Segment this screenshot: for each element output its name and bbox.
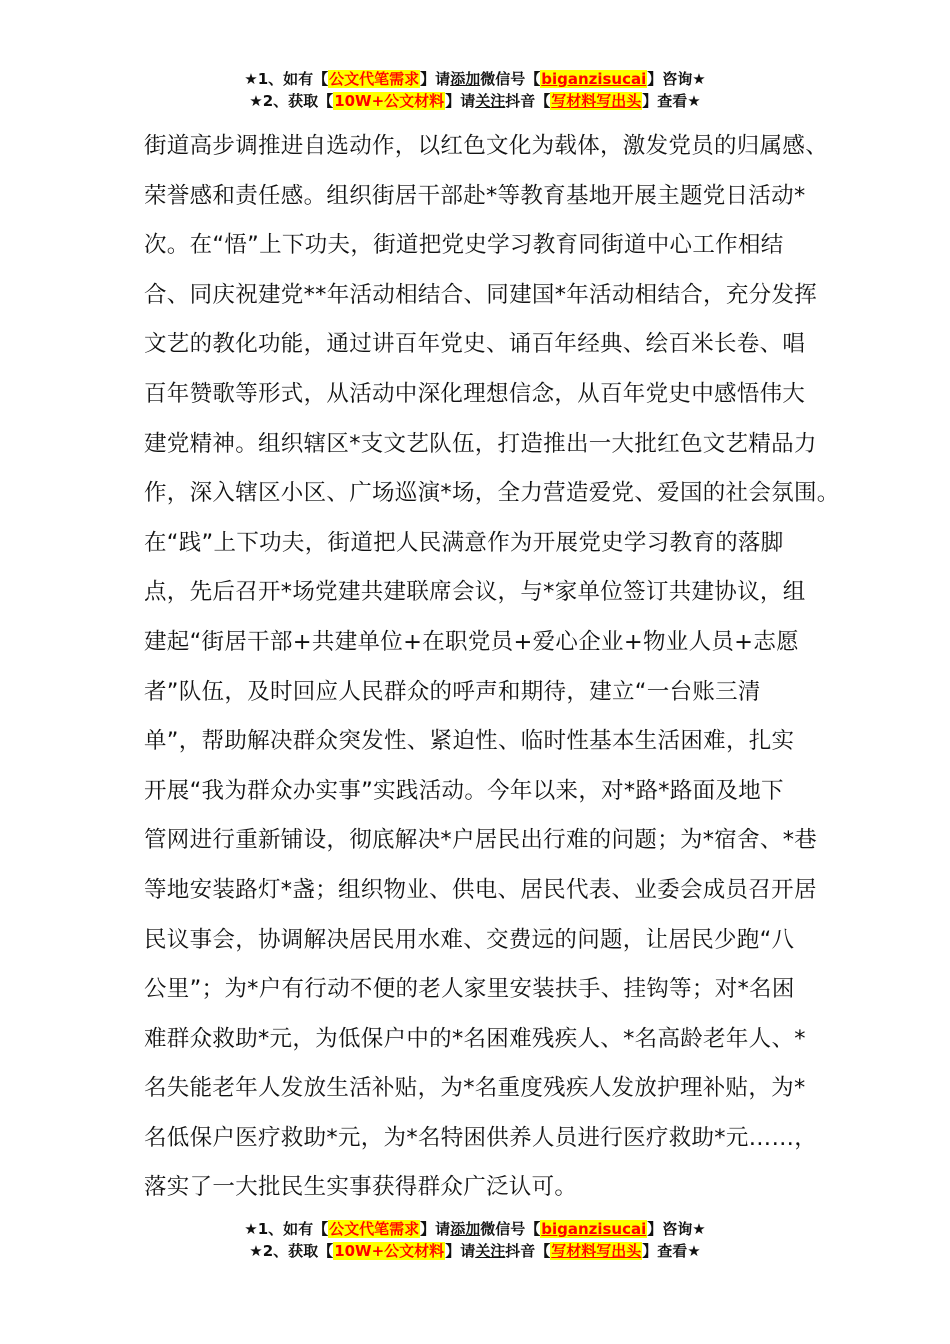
body-text-line: 合、同庆祝建党**年活动相结合、同建国*年活动相结合，充分发挥: [144, 281, 818, 308]
body-text-line: 作，深入辖区小区、广场巡演*场，全力营造爱党、爱国的社会氛围。: [144, 480, 840, 507]
body-text-line: 次。在“悟”上下功夫，街道把党史学习教育同街道中心工作相结: [144, 232, 784, 259]
highlight-materials: 10W+公文材料: [334, 1242, 445, 1260]
body-text-line: 建起“街居干部+共建单位+在职党员+爱心企业+物业人员+志愿: [144, 628, 799, 655]
banner-line-2: ★2、获取【10W+公文材料】请关注抖音【写材料写出头】查看★: [249, 92, 701, 110]
wechat-id-link[interactable]: biganzisucai: [541, 1220, 647, 1238]
body-text-line: 管网进行重新铺设，彻底解决*户居民出行难的问题；为*宿舍、*巷: [144, 827, 818, 854]
banner-line-1: ★1、如有【公文代笔需求】请添加微信号【biganzisucai】咨询★: [244, 1220, 706, 1238]
body-text-line: 单”，帮助解决群众突发性、紧迫性、临时性基本生活困难，扎实: [144, 728, 795, 755]
body-text-line: 者”队伍，及时回应人民群众的呼声和期待，建立“一台账三清: [144, 678, 761, 705]
body-text-line: 名低保户医疗救助*元，为*名特困供养人员进行医疗救助*元……，: [144, 1124, 818, 1151]
header-banner: [0, 68, 950, 112]
douyin-account-link[interactable]: 写材料写出头: [551, 92, 642, 110]
body-text-line: 难群众救助*元，为低保户中的*名困难残疾人、*名高龄老年人、*: [144, 1025, 806, 1052]
highlight-service: 公文代笔需求: [329, 70, 420, 88]
body-text-line: 名失能老年人发放生活补贴，为*名重度残疾人发放护理补贴，为*: [144, 1075, 806, 1102]
body-text-line: 民议事会，协调解决居民用水难、交费远的问题，让居民少跑“八: [144, 926, 795, 953]
wechat-id-link[interactable]: biganzisucai: [541, 70, 647, 88]
body-text-line: 公里”；为*户有行动不便的老人家里安装扶手、挂钩等；对*名困: [144, 976, 795, 1003]
body-text-line: 在“践”上下功夫，街道把人民满意作为开展党史学习教育的落脚: [144, 529, 784, 556]
body-text-line: 百年赞歌等形式，从活动中深化理想信念，从百年党史中感悟伟大: [144, 380, 806, 407]
body-text-line: 等地安装路灯*盏；组织物业、供电、居民代表、业委会成员召开居: [144, 876, 817, 903]
highlight-materials: 10W+公文材料: [334, 92, 445, 110]
body-text-line: 文艺的教化功能，通过讲百年党史、诵百年经典、绘百米长卷、唱: [144, 331, 806, 358]
footer-banner: [0, 1218, 950, 1262]
document-body: [144, 122, 840, 1213]
banner-line-2: ★2、获取【10W+公文材料】请关注抖音【写材料写出头】查看★: [249, 1242, 701, 1260]
body-text-line: 开展“我为群众办实事”实践活动。今年以来，对*路*路面及地下: [144, 777, 784, 804]
body-text-line: 荣誉感和责任感。组织街居干部赴*等教育基地开展主题党日活动*: [144, 182, 806, 209]
highlight-service: 公文代笔需求: [329, 1220, 420, 1238]
banner-line-1: ★1、如有【公文代笔需求】请添加微信号【biganzisucai】咨询★: [244, 70, 706, 88]
body-text-line: 街道高步调推进自选动作，以红色文化为载体，激发党员的归属感、: [144, 133, 829, 159]
body-text-line: 建党精神。组织辖区*支文艺队伍，打造推出一大批红色文艺精品力: [144, 430, 817, 457]
douyin-account-link[interactable]: 写材料写出头: [551, 1242, 642, 1260]
body-text-line: 落实了一大批民生实事获得群众广泛认可。: [144, 1174, 578, 1201]
body-text-line: 点，先后召开*场党建共建联席会议，与*家单位签订共建协议，组: [144, 579, 806, 606]
